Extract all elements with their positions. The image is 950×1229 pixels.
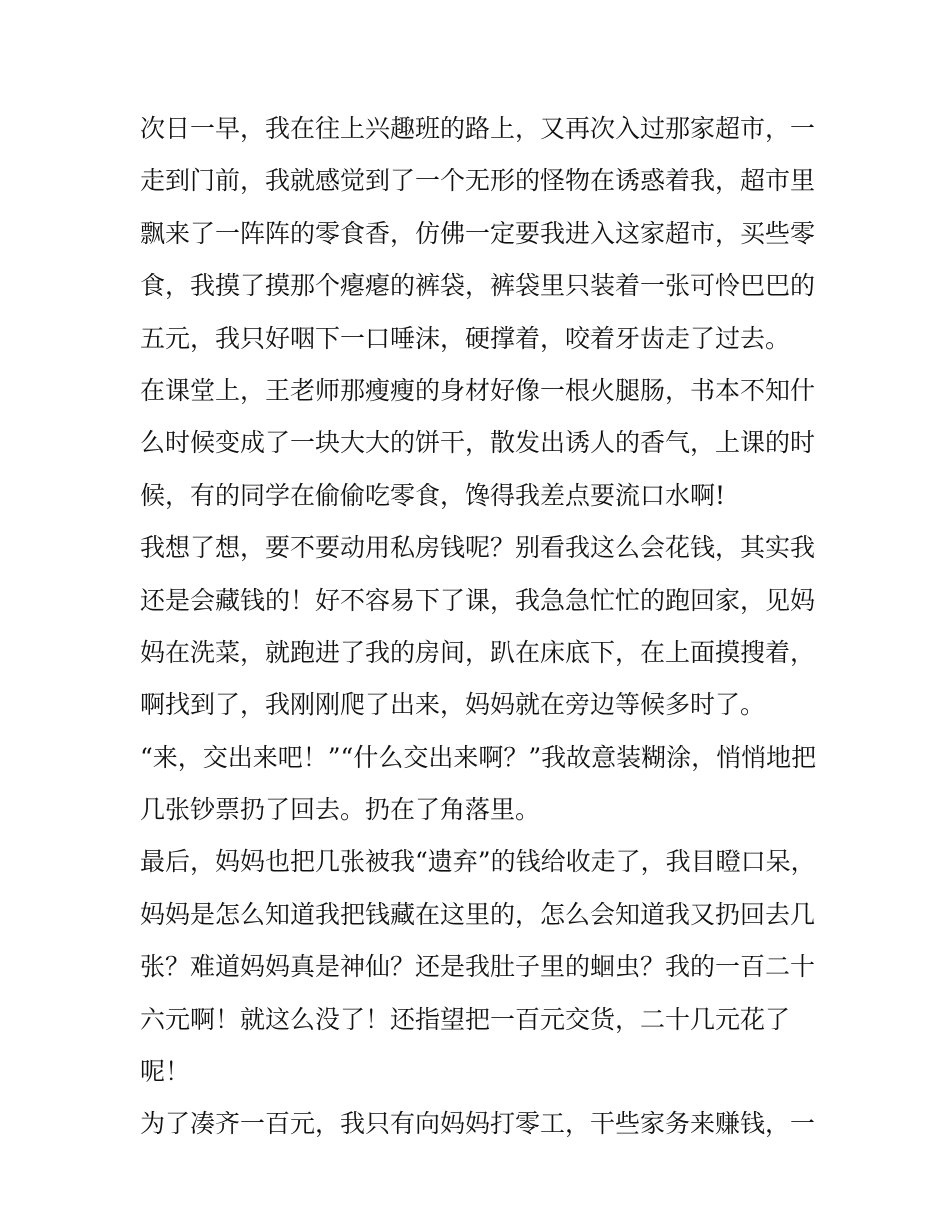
document-body (140, 103, 816, 1151)
text-line: 候，有的同学在偷偷吃零食，馋得我差点要流口水啊! (140, 480, 726, 510)
paragraph (140, 732, 816, 837)
paragraph (140, 1098, 816, 1150)
text-line: 我想了想，要不要动用私房钱呢？别看我这么会花钱，其实我 (140, 533, 816, 563)
text-line: 几张钞票扔了回去。扔在了角落里。 (140, 795, 541, 825)
text-line: 最后，妈妈也把几张被我“遗弃”的钱给收走了，我目瞪口呆， (140, 847, 816, 877)
text-line: 飘来了一阵阵的零食香，仿佛一定要我进入这家超市，买些零 (140, 218, 816, 248)
paragraph (140, 522, 816, 732)
text-line: 么时候变成了一块大大的饼干，散发出诱人的香气，上课的时 (140, 428, 816, 458)
text-line: 呢！ (140, 1057, 191, 1087)
text-line: 为了凑齐一百元，我只有向妈妈打零工，干些家务来赚钱，一 (140, 1109, 816, 1139)
text-line: 还是会藏钱的！好不容易下了课，我急急忙忙的跑回家，见妈 (140, 585, 816, 615)
text-line: 五元，我只好咽下一口唾沫，硬撑着，咬着牙齿走了过去。 (140, 323, 791, 353)
paragraph (140, 365, 816, 522)
text-line: 妈妈是怎么知道我把钱藏在这里的，怎么会知道我又扔回去几 (140, 899, 816, 929)
paragraph (140, 836, 816, 1098)
paragraph (140, 103, 816, 365)
text-line: 张？难道妈妈真是神仙？还是我肚子里的蛔虫？我的一百二十 (140, 952, 816, 982)
text-line: “来，交出来吧！”“什么交出来啊？”我故意装糊涂，悄悄地把 (140, 742, 817, 772)
text-line: 走到门前，我就感觉到了一个无形的怪物在诱惑着我，超市里 (140, 166, 816, 196)
text-line: 六元啊！就这么没了！还指望把一百元交货，二十几元花了 (140, 1004, 791, 1034)
text-line: 在课堂上，王老师那瘦瘦的身材好像一根火腿肠，书本不知什 (140, 375, 816, 405)
text-line: 妈在洗菜，就跑进了我的房间，趴在床底下，在上面摸搜着， (140, 637, 816, 667)
text-line: 次日一早，我在往上兴趣班的路上，又再次入过那家超市，一 (140, 114, 816, 143)
text-line: 食，我摸了摸那个瘪瘪的裤袋，裤袋里只装着一张可怜巴巴的 (140, 271, 816, 301)
text-line: 啊找到了，我刚刚爬了出来，妈妈就在旁边等候多时了。 (140, 690, 766, 720)
